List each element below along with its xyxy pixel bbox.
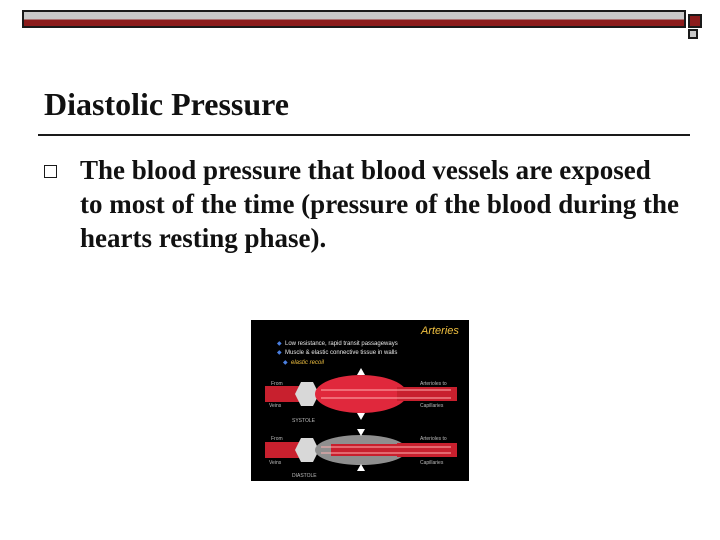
diagram-note: elastic recoil (291, 360, 325, 366)
bullet-dot-icon: ◆ (277, 350, 282, 356)
bullet-text: The blood pressure that blood vessels are exposed to most of the time (pressure of the blood during the hearts resting phase). (80, 155, 679, 253)
label-capillaries: Capillaries (420, 403, 444, 409)
slide-top-bar (22, 10, 686, 28)
label-arterioles: Arterioles to (420, 436, 447, 442)
artery-expanded (315, 375, 407, 413)
label-from: From (271, 381, 283, 387)
label-from: From (271, 436, 283, 442)
label-veins: Veins (269, 403, 282, 409)
artery-diagram (251, 320, 469, 481)
diagram-heading: Arteries (421, 325, 459, 337)
bullet-dot-icon: ◆ (277, 341, 282, 347)
diagram-note: Low resistance, rapid transit passageways (285, 341, 398, 347)
label-capillaries: Capillaries (420, 460, 444, 466)
arteriole-segment-bottom (397, 443, 457, 457)
title-divider (38, 134, 690, 136)
slide-title: Diastolic Pressure (44, 86, 289, 122)
slide-corner-square (688, 14, 702, 28)
bullet-square-icon (44, 165, 57, 178)
label-veins: Veins (269, 460, 282, 466)
bullet-dot-icon: ◆ (283, 360, 288, 366)
slide-corner-square-small (688, 29, 698, 39)
label-diastole: DIASTOLE (292, 473, 317, 479)
label-systole: SYSTOLE (292, 418, 315, 424)
diagram-note: Muscle & elastic connective tissue in walls (285, 350, 398, 356)
label-arterioles: Arterioles to (420, 381, 447, 387)
arteriole-segment-top (397, 387, 457, 401)
